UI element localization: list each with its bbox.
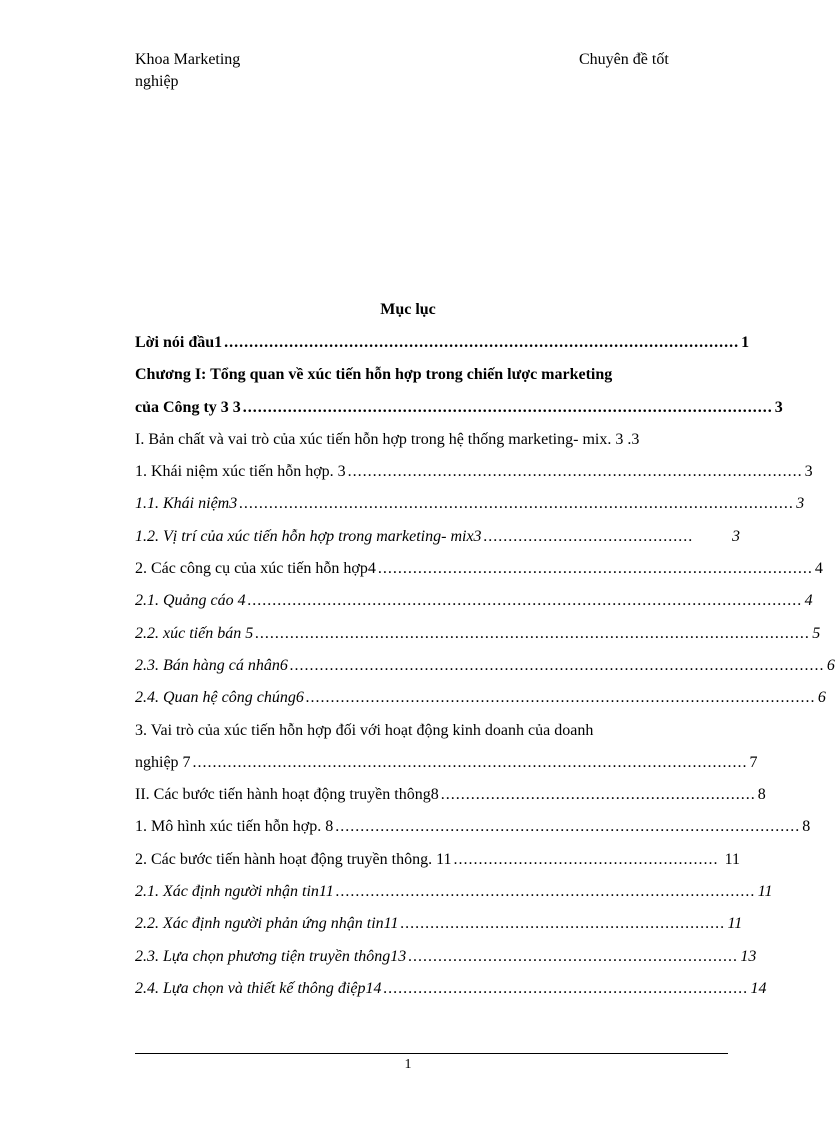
toc-entry [135,624,821,656]
toc-entry-leader: ....................................................................................................... [224,334,740,351]
toc-entry-page: 8 [757,786,766,804]
toc-entry-text: 2.1. Quảng cáo 4 [135,592,246,610]
header-right: Chuyên đề tốt [579,51,669,68]
toc-entry-leader: ............................................................... [440,786,756,804]
toc-entry [135,527,740,559]
toc-entry-page: 6 [817,689,826,707]
toc-entry [135,979,767,1011]
toc-entry-text: 2.1. Xác định người nhận tin11 [135,883,334,901]
toc-entry-leader: ......................................................................... [383,979,749,997]
table-of-contents [135,333,835,1011]
toc-entry-leader: .......................................................................................................... [242,398,773,416]
footer-divider [135,1053,728,1054]
toc-entry-page: 3 [774,398,783,416]
toc-entry-text: Chương I: Tổng quan về xúc tiến hỗn hợp trong chiến lược marketing [135,366,613,384]
toc-entry-leader: ............................................................................................. [335,818,801,836]
toc-entry-page: 1 [741,334,750,351]
page-number: 1 [404,1057,412,1072]
toc-entry-leader: ............................................................................................................... [239,495,795,513]
toc-entry [135,688,826,720]
toc-entry-leader: ........................................................................................................... [289,656,825,674]
toc-entry-leader: ...................................................................................................... [305,689,816,707]
toc-entry-page: 8 [802,818,811,836]
toc-entry [135,591,813,623]
toc-entry-page: 3 [804,463,813,481]
toc-entry-text: nghiệp 7 [135,753,191,771]
toc-entry [135,430,740,462]
toc-entry-text: 2.3. Bán hàng cá nhân6 [135,656,288,674]
header-left-line1: Khoa Marketing [135,51,241,68]
toc-entry-page: 11 [727,915,743,933]
toc-entry-page: 4 [804,592,813,610]
toc-entry-leader: ............................................................................................................... [247,592,803,610]
toc-entry-text: 2. Các bước tiến hành hoạt động truyền thông. 11 [135,850,452,868]
toc-entry-text: 1.1. Khái niệm3 [135,495,238,513]
toc-entry-page: 13 [740,947,757,965]
toc-entry [135,721,740,753]
toc-entry-text: Lời nói đầu1 [135,334,223,351]
toc-entry [135,365,740,397]
toc-entry [135,914,743,946]
toc-entry-text: 2. Các công cụ của xúc tiến hỗn hợp4 [135,560,376,578]
toc-entry-text: 2.2. xúc tiến bán 5 [135,624,254,642]
toc-entry-page: 4 [814,560,823,578]
toc-entry-leader: ............................................................................................................... [255,624,811,642]
toc-entry-text: I. Bản chất và vai trò của xúc tiến hỗn hợp trong hệ thống marketing- mix. 3 .3 [135,430,640,448]
toc-entry [135,882,773,914]
toc-entry-text: II. Các bước tiến hành hoạt động truyền thông8 [135,786,439,804]
header-left-line2: nghiệp [135,73,179,90]
toc-entry-text: 2.4. Quan hệ công chúng6 [135,689,304,707]
toc-entry-text: 1. Mô hình xúc tiến hỗn hợp. 8 [135,818,334,836]
toc-entry-page: 6 [826,656,835,674]
toc-entry-page: 5 [812,624,821,642]
toc-entry [135,559,823,591]
toc-entry-page: 14 [750,979,767,997]
toc-entry [135,947,757,979]
toc-entry-text: 2.2. Xác định người phản ứng nhận tin11 [135,915,399,933]
toc-entry-leader: ....................................................................................... [377,560,813,578]
toc-entry-leader: ........................................................................................... [347,463,803,481]
toc-entry-leader: .......................................... [483,527,694,545]
toc-entry-text: 2.4. Lựa chọn và thiết kế thông điệp14 [135,979,382,997]
toc-entry-page: 3 [796,495,805,513]
toc-entry-page: 3 [732,527,740,545]
toc-entry [135,785,766,817]
toc-entry [135,656,835,688]
toc-entry-leader: ................................................................. [400,915,726,933]
toc-entry-leader: ............................................................................................................... [192,753,748,771]
toc-entry [135,333,750,365]
toc-entry-text: của Công ty 3 3 [135,398,241,416]
toc-entry [135,398,783,430]
toc-entry [135,753,758,785]
toc-entry-leader: .................................................................. [408,947,739,965]
toc-entry-leader: .................................................................................... [335,883,756,901]
toc-entry [135,850,740,882]
toc-entry-text: 1. Khái niệm xúc tiến hỗn hợp. 3 [135,463,346,481]
toc-entry-leader: ..................................................... [453,850,719,868]
toc-entry [135,462,813,494]
toc-entry [135,494,805,526]
toc-entry-text: 2.3. Lựa chọn phương tiện truyền thông13 [135,947,407,965]
toc-entry-page: 11 [724,850,740,868]
toc-entry-page: 11 [757,883,773,901]
toc-entry [135,817,811,849]
toc-entry-text: 3. Vai trò của xúc tiến hỗn hợp đối với hoạt động kinh doanh của doanh [135,721,594,739]
toc-title: Mục lục [380,301,436,318]
toc-entry-page: 7 [749,753,758,771]
toc-entry-text: 1.2. Vị trí của xúc tiến hỗn hợp trong marketing- mix3 [135,527,482,545]
